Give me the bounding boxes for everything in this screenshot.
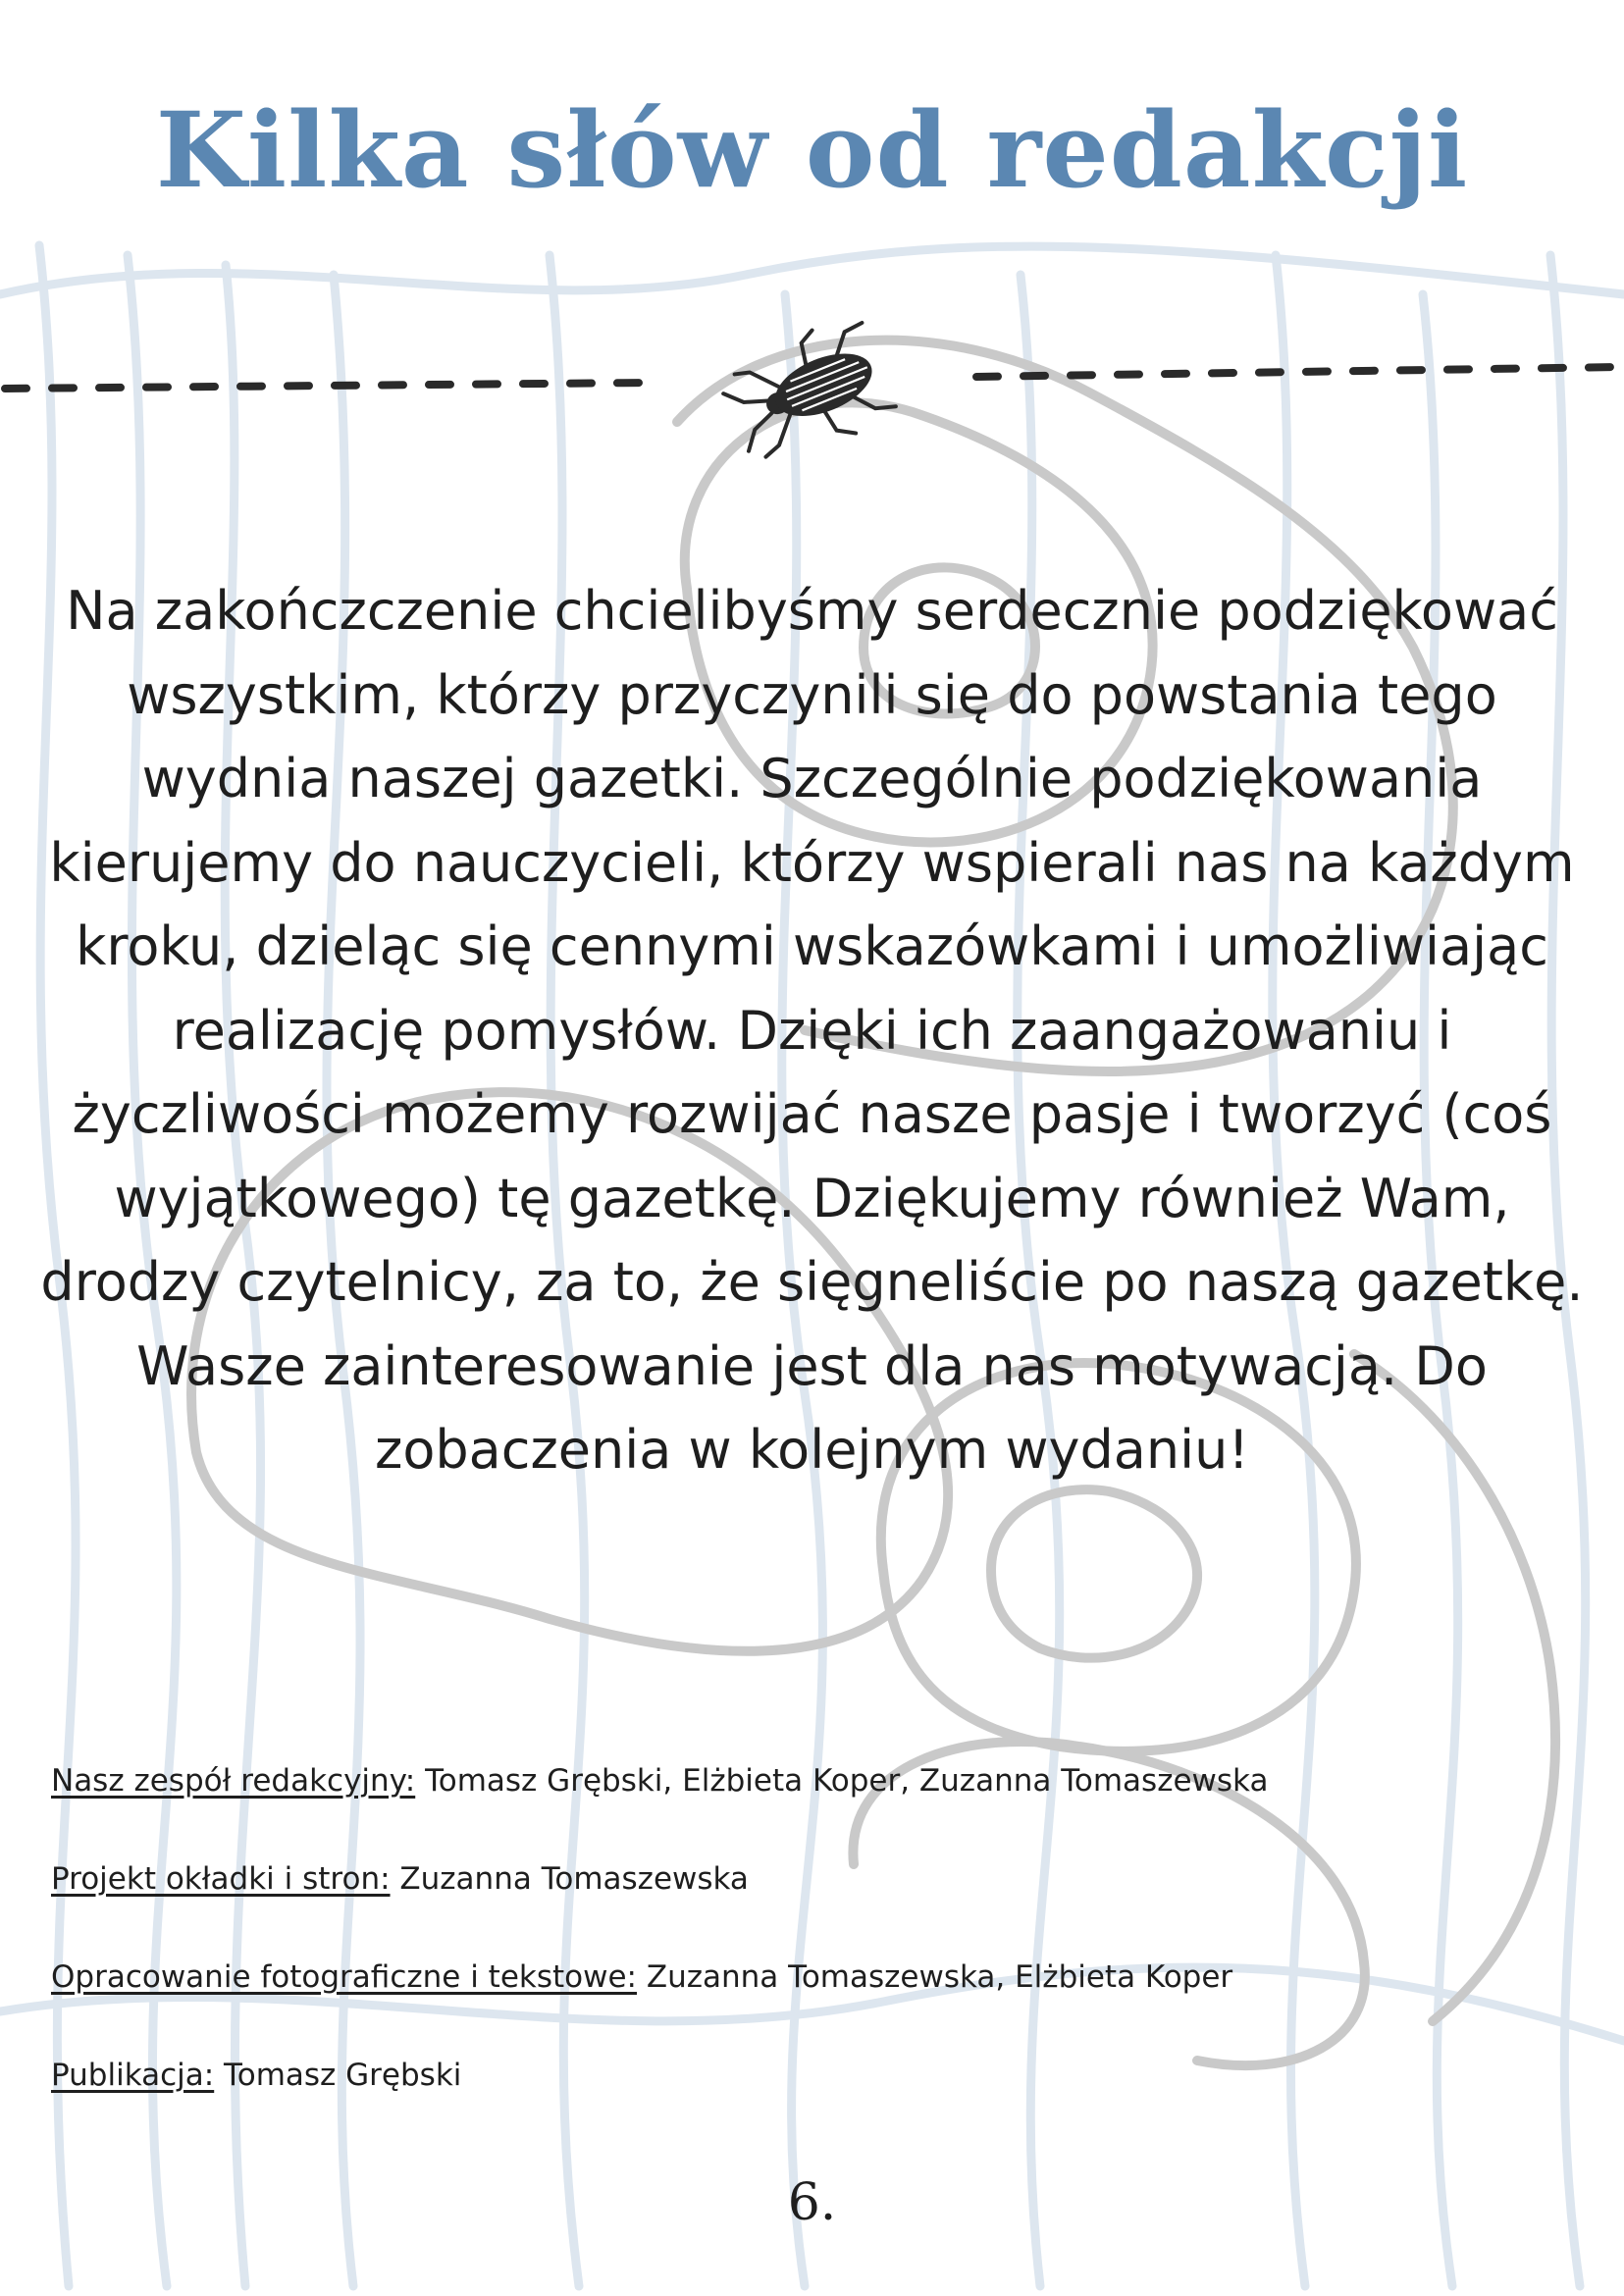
credit-value: Tomasz Grębski, Elżbieta Koper, Zuzanna Tomaszewska [415,1763,1269,1799]
credit-label: Publikacja: [51,2058,215,2093]
credit-publication [51,2051,1582,2149]
credit-label: Nasz zespół redakcyjny: [51,1763,416,1799]
credit-value: Zuzanna Tomaszewska [390,1861,749,1897]
closing-message: Na zakończczenie chcielibyśmy serdecznie podziękować wszystkim, którzy przyczynili się do powstania tego wydnia naszej gazetki. Szczególnie podziękowania kierujemy do nauczycieli, którzy wspierali nas na każdym kroku, dzieląc się cennymi wskazówkami i umożliwiając realizację pomysłów. Dzięki ich zaangażowaniu i życzliwości możemy rozwijać nasze pasje i tworzyć (coś wyjątkowego) tę gazetkę. Dziękujemy również Wam, drodzy czytelnicy, za to, że sięgneliście po naszą gazetkę. Wasze zainteresowanie jest dla nas motywacją. Do zobaczenia w kolejnym wydaniu! [40,580,1584,1481]
credit-value: Zuzanna Tomaszewska, Elżbieta Koper [637,1959,1233,1995]
beetle-icon [713,314,899,471]
credit-label: Projekt okładki i stron: [51,1861,391,1897]
credits-section [51,1756,1582,2149]
credit-label: Opracowanie fotograficzne i tekstowe: [51,1959,637,1995]
credit-value: Tomasz Grębski [214,2058,462,2093]
credit-editorial-team [51,1756,1582,1854]
page-title: Kilka słów od redakcji [155,88,1469,211]
credit-photo-text [51,1953,1582,2051]
credit-cover-design [51,1854,1582,1953]
dashed-divider [0,314,1624,471]
page-number: 6. [787,2173,837,2232]
